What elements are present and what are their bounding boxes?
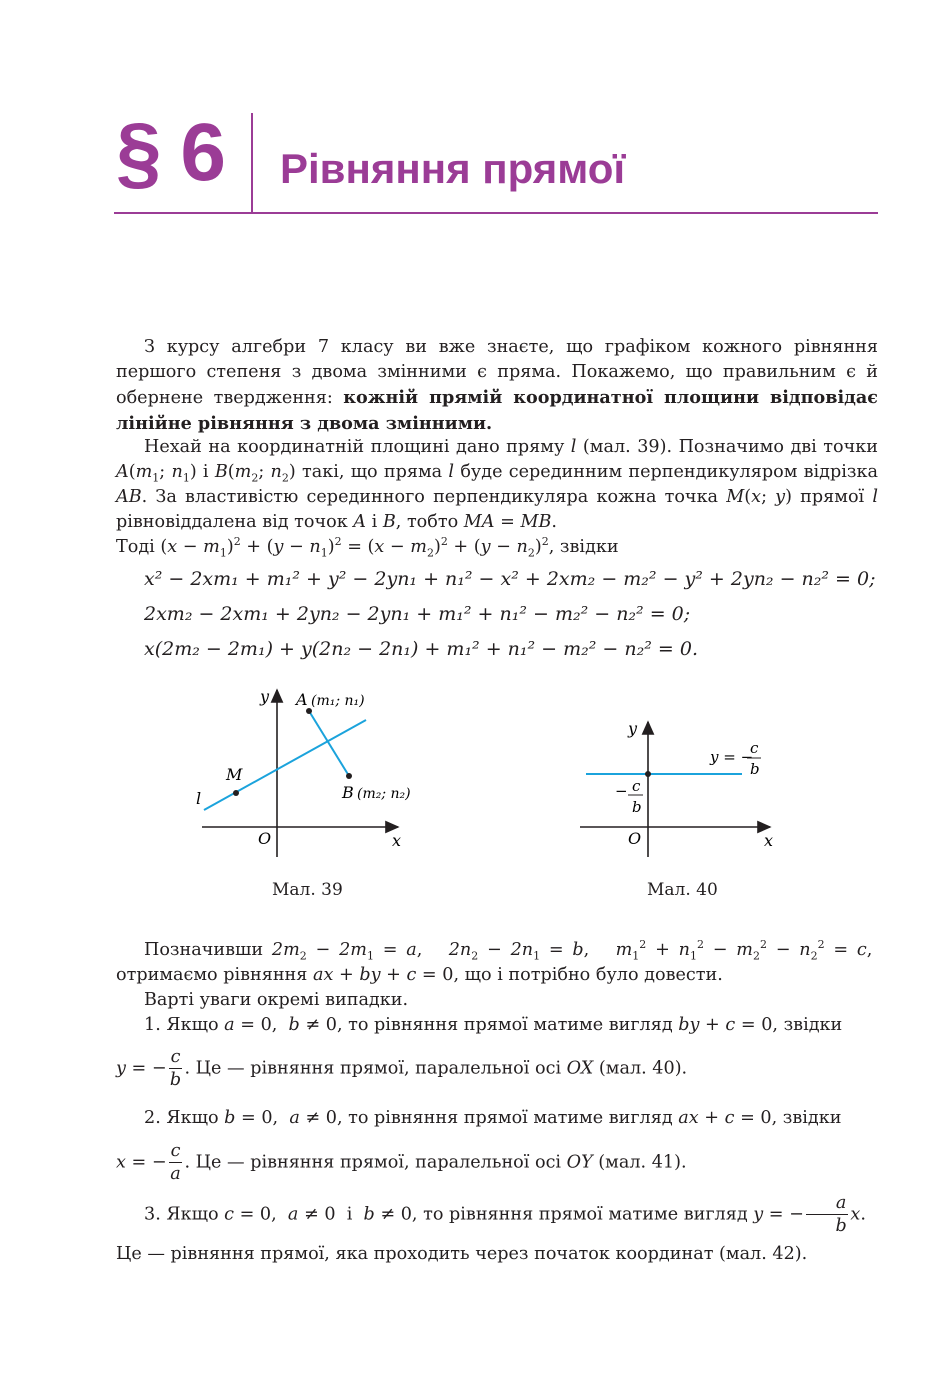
conclusion-text: отримаємо рівняння bbox=[116, 965, 313, 985]
case-text: 1. Якщо bbox=[144, 1015, 225, 1035]
figure-39 bbox=[180, 680, 440, 870]
case-text: , звідки bbox=[772, 1015, 843, 1035]
case-3: 3. Якщо c = 0, a ≠ 0 і b ≠ 0, то рівняння прямої матиме вигляд y = − $\frac{a}{b}$ x. bbox=[144, 1193, 866, 1236]
case-2: 2. Якщо b = 0, a ≠ 0, то рівняння прямої матиме вигляд ax + c = 0, звідки bbox=[144, 1108, 842, 1128]
proof-text: Тоді bbox=[116, 537, 161, 557]
label-b: B bbox=[342, 783, 354, 802]
caption-fig39: Мал. 39 bbox=[272, 880, 343, 900]
case-text: . Це — рівняння прямої, паралельної осі bbox=[184, 1058, 567, 1079]
label-x: x bbox=[764, 831, 774, 850]
intercept-sign: − bbox=[615, 782, 628, 800]
case-2-result: x = − $\frac{c}{a}$ . Це — рівняння прямої, паралельної осі OY (мал. 41). bbox=[116, 1141, 687, 1184]
line-eq-numerator: c bbox=[750, 739, 759, 757]
case-text: , то рівняння прямої матиме вигляд bbox=[336, 1015, 679, 1035]
label-l: l bbox=[196, 789, 202, 808]
label-x: x bbox=[392, 831, 402, 850]
line-eq-denominator: b bbox=[750, 760, 760, 778]
label-a: A bbox=[296, 690, 308, 709]
cases-intro-text: Варті уваги окремі випадки. bbox=[144, 990, 409, 1010]
line-equation-label: y = − bbox=[710, 748, 754, 766]
equation-3: x(2m₂ − 2m₁) + y(2n₂ − 2n₁) + m₁² + n₁² − m₂² − n₂² = 0. bbox=[144, 638, 698, 660]
paragraph-cases-intro bbox=[116, 988, 878, 1013]
intercept-numerator: c bbox=[632, 777, 641, 795]
proof-text: Нехай на координатній площині дано пряму bbox=[144, 437, 571, 457]
intro-text: З курсу алгебри 7 класу ви вже знаєте, що графіком кожного рівняння першого степеня з двома змінними є пряма. Покажемо, що правильним є й обернене твердження: bbox=[116, 337, 878, 408]
case-text: (мал. 40). bbox=[593, 1058, 688, 1079]
case-text: 3. Якщо bbox=[144, 1204, 225, 1225]
proof-text: буде серединним перпендикуляром відрізка bbox=[454, 462, 878, 482]
case-1-result: y = − $\frac{c}{b}$ . Це — рівняння прямої, паралельної осі OX (мал. 40). bbox=[116, 1047, 688, 1090]
proof-text: прямої bbox=[792, 487, 873, 507]
header-divider bbox=[251, 113, 253, 213]
case-text: , то рівняння прямої матиме вигляд bbox=[411, 1204, 754, 1225]
intercept-denominator: b bbox=[632, 798, 642, 816]
label-origin: O bbox=[628, 829, 642, 848]
intro-bold-statement: кожній прямій координатної площини відповідає лінійне рівняння з двома змінними. bbox=[116, 387, 879, 434]
conclusion-text: , що і потрібно було довести. bbox=[453, 965, 723, 985]
label-y: y bbox=[260, 687, 270, 706]
equation-1: x² − 2xm₁ + m₁² + y² − 2yn₁ + n₁² − x² + 2xm₂ − m₂² − y² + 2yn₂ − n₂² = 0; bbox=[144, 568, 876, 590]
section-number: § 6 bbox=[116, 107, 224, 198]
coord-b: (m₂; n₂) bbox=[357, 786, 411, 802]
case-text: , то рівняння прямої матиме вигляд bbox=[336, 1108, 679, 1128]
case-3-result bbox=[116, 1242, 878, 1267]
case-1: 1. Якщо a = 0, b ≠ 0, то рівняння прямої матиме вигляд by + c = 0, звідки bbox=[144, 1015, 843, 1035]
header-rule bbox=[114, 212, 878, 214]
intercept-point bbox=[645, 771, 651, 777]
caption-fig40: Мал. 40 bbox=[647, 880, 718, 900]
proof-text: рівновіддалена від точок bbox=[116, 512, 354, 532]
case-text: . Це — рівняння прямої, паралельної осі bbox=[184, 1152, 567, 1173]
case-text: 2. Якщо bbox=[144, 1108, 225, 1128]
equation-2: 2xm₂ − 2xm₁ + 2yn₂ − 2yn₁ + m₁² + n₁² − m₂² − n₂² = 0; bbox=[144, 603, 691, 625]
proof-text: , звідки bbox=[548, 537, 619, 557]
segment-ab bbox=[309, 711, 349, 776]
proof-text: , тобто bbox=[395, 512, 464, 532]
case-text: Це — рівняння прямої, яка проходить через початок координат (мал. 42). bbox=[116, 1244, 808, 1264]
proof-text: . За властивістю серединного перпендикуляра кожна точка bbox=[141, 487, 727, 507]
label-m: M bbox=[226, 765, 243, 784]
label-y: y bbox=[628, 719, 638, 738]
paragraph-proof: Нехай на координатній площині дано пряму l (мал. 39). Позначимо дві точки $A(m_1$; $n_1$) і $B(m_2$; $n_2$) такі, що пряма l буде серединним перпендикуляром відрізка AB. За властивістю серединного перпендикуляра кожна точка M(x; y) прямої l рівновіддалена від точок A і B, тобто MA = MB. Тоді $(x - m_1)^2 + (y - n_1)^2 = (x - m_2)^2 + (y - n_2)^2$, звідки bbox=[116, 437, 878, 560]
case-text: (мал. 41). bbox=[592, 1152, 687, 1173]
coord-a: (m₁; n₁) bbox=[311, 693, 365, 709]
figure-40 bbox=[570, 712, 790, 862]
section-title: Рівняння прямої bbox=[280, 145, 626, 192]
proof-text: (мал. 39). Позначимо дві точки bbox=[576, 437, 878, 457]
point-b bbox=[346, 773, 352, 779]
paragraph-conclusion: Позначивши $2m_2 - 2m_1 = a$, $2n_2 - 2n_1 = b$, $m_1^2 + n_1^2 - m_2^2 - n_2^2 = c$, отримаємо рівняння ax + by + c = 0, що і потрібно було довести. bbox=[116, 938, 878, 985]
label-origin: O bbox=[258, 829, 272, 848]
case-text: , звідки bbox=[771, 1108, 842, 1128]
paragraph-intro bbox=[116, 335, 878, 437]
proof-text: такі, що пряма bbox=[295, 462, 449, 482]
conclusion-text: Позначивши bbox=[144, 940, 272, 960]
point-m bbox=[233, 790, 239, 796]
